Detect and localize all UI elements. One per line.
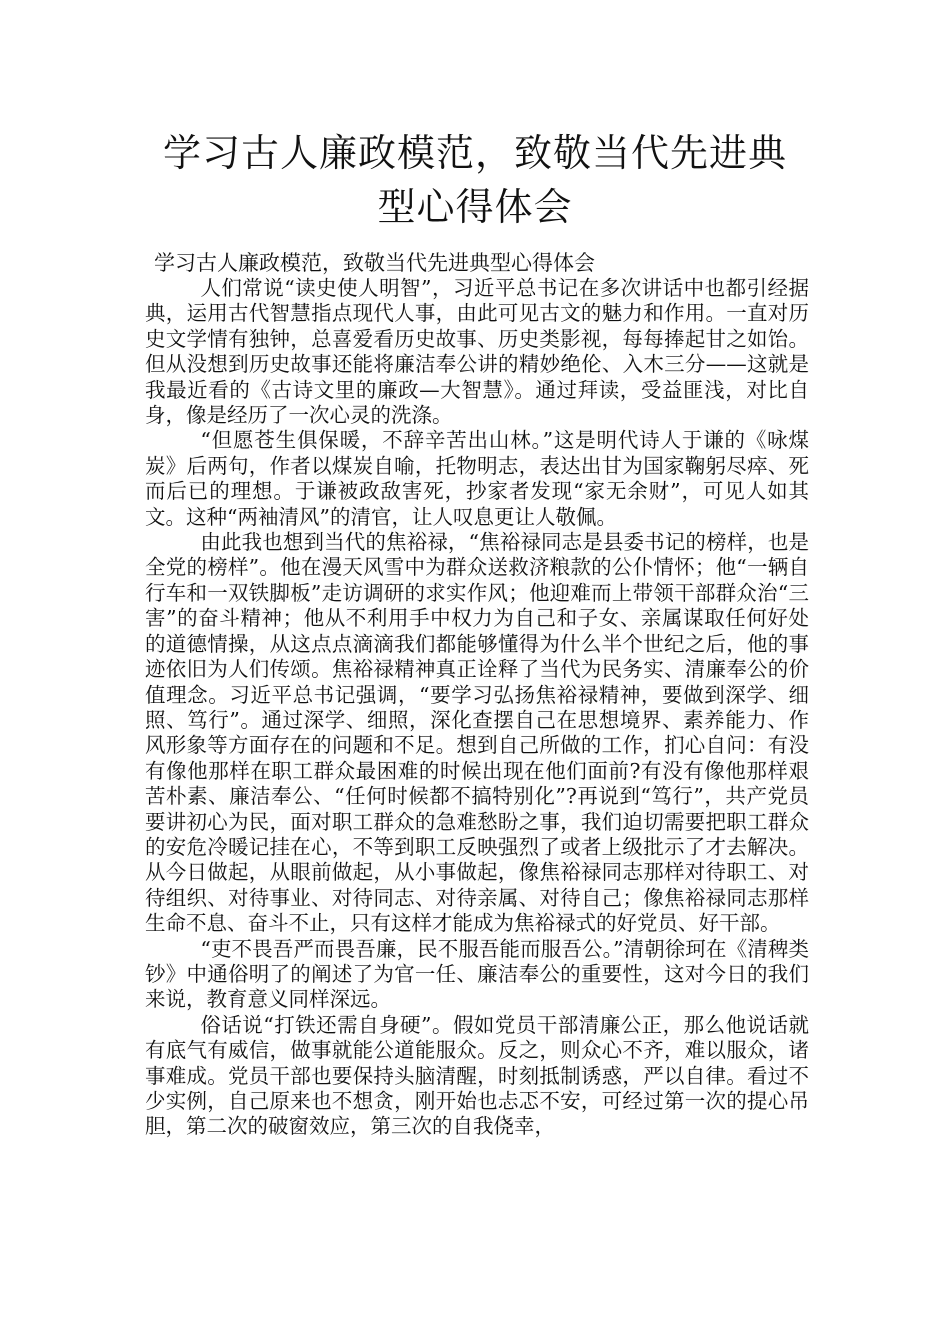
document-title: 学习古人廉政模范，致敬当代先进典型心得体会 <box>162 131 787 229</box>
document-body <box>145 276 809 1140</box>
document-subtitle: 学习古人廉政模范，致敬当代先进典型心得体会 <box>154 251 595 275</box>
paragraph: “但愿苍生俱保暖，不辞辛苦出山林。”这是明代诗人于谦的《咏煤炭》后两句，作者以煤炭自喻，托物明志，表达出甘为国家鞠躬尽瘁、死而后已的理想。于谦被政敌害死，抄家者发现“家无余财”，可见人如其文。这种“两袖清风”的清官，让人叹息更让人敬佩。 <box>145 428 809 529</box>
paragraph: 俗话说“打铁还需自身硬”。假如党员干部清廉公正，那么他说话就有底气有威信，做事就能公道能服众。反之，则众心不齐，难以服众，诸事难成。党员干部也要保持头脑清醒，时刻抵制诱惑，严以自律。看过不少实例，自己原来也不想贪，刚开始也忐忑不安，可经过第一次的提心吊胆，第二次的破窗效应，第三次的自我侥幸， <box>145 1012 809 1139</box>
paragraph: 人们常说“读史使人明智”，习近平总书记在多次讲话中也都引经据典，运用古代智慧指点现代人事，由此可见古文的魅力和作用。一直对历史文学情有独钟，总喜爱看历史故事、历史类影视，每每捧起甘之如饴。但从没想到历史故事还能将廉洁奉公讲的精妙绝伦、入木三分——这就是我最近看的《古诗文里的廉政—大智慧》。通过拜读，受益匪浅，对比自身，像是经历了一次心灵的洗涤。 <box>145 276 809 428</box>
paragraph: 由此我也想到当代的焦裕禄，“焦裕禄同志是县委书记的榜样，也是全党的榜样”。他在漫天风雪中为群众送救济粮款的公仆情怀；他“一辆自行车和一双铁脚板”走访调研的求实作风；他迎难而上带领干部群众治“三害”的奋斗精神；他从不利用手中权力为自己和子女、亲属谋取任何好处的道德情操，从这点点滴滴我们都能够懂得为什么半个世纪之后，他的事迹依旧为人们传颂。焦裕禄精神真正诠释了当代为民务实、清廉奉公的价值理念。习近平总书记强调，“要学习弘扬焦裕禄精神，要做到深学、细照、笃行”。通过深学、细照，深化查摆自己在思想境界、素养能力、作风形象等方面存在的问题和不足。想到自己所做的工作，扪心自问：有没有像他那样在职工群众最困难的时候出现在他们面前?有没有像他那样艰苦朴素、廉洁奉公、“任何时候都不搞特别化”?再说到“笃行”，共产党员要讲初心为民，面对职工群众的急难愁盼之事，我们迫切需要把职工群众的安危冷暖记挂在心，不等到职工反映强烈了或者上级批示了才去解决。从今日做起，从眼前做起，从小事做起，像焦裕禄同志那样对待职工、对待组织、对待事业、对待同志、对待亲属、对待自己；像焦裕禄同志那样生命不息、奋斗不止，只有这样才能成为焦裕禄式的好党员、好干部。 <box>145 530 809 936</box>
paragraph: “吏不畏吾严而畏吾廉，民不服吾能而服吾公。”清朝徐珂在《清稗类钞》中通俗明了的阐述了为官一任、廉洁奉公的重要性，这对今日的我们来说，教育意义同样深远。 <box>145 936 809 1012</box>
